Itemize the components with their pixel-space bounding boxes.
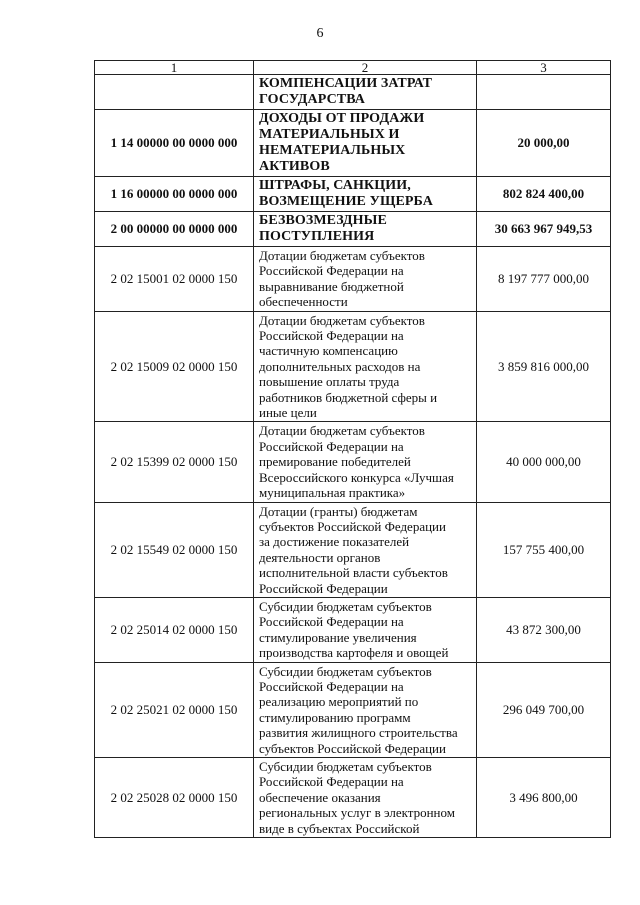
revenue-name-line: Дотации бюджетам субъектов (259, 312, 425, 328)
budget-revenue-table (94, 60, 611, 838)
budget-code-cell: 2 02 25014 02 0000 150 (95, 597, 254, 662)
revenue-name-line: Дотации (гранты) бюджетам (259, 503, 418, 519)
revenue-name-line: исполнительной власти субъектов (259, 565, 448, 581)
header-cell-1: 1 (95, 61, 254, 75)
revenue-name-cell (254, 311, 477, 422)
revenue-name-line: МАТЕРИАЛЬНЫХ И (259, 127, 400, 142)
table-row (95, 502, 611, 597)
revenue-name-cell (254, 422, 477, 502)
revenue-name-line: ГОСУДАРСТВА (259, 92, 365, 107)
revenue-name-line: Российской Федерации на (259, 614, 404, 630)
revenue-name-line: виде в субъектах Российской (259, 820, 420, 836)
amount-cell: 296 049 700,00 (477, 662, 611, 757)
revenue-name-line: иные цели (259, 405, 317, 421)
revenue-name-line: деятельности органов (259, 549, 381, 565)
revenue-name-line: АКТИВОВ (259, 159, 330, 174)
revenue-name-line: Дотации бюджетам субъектов (259, 248, 425, 263)
revenue-name-line: Российской Федерации на (259, 774, 404, 790)
amount-cell: 3 859 816 000,00 (477, 311, 611, 422)
revenue-name-line: муниципальная практика» (259, 485, 406, 501)
revenue-name-line: стимулированию программ (259, 709, 411, 725)
revenue-name-line: региональных услуг в электронном (259, 805, 455, 821)
revenue-name-line: ВОЗМЕЩЕНИЕ УЩЕРБА (259, 194, 433, 209)
revenue-name-line: БЕЗВОЗМЕЗДНЫЕ (259, 213, 387, 228)
table-row (95, 110, 611, 177)
revenue-name-line: выравнивание бюджетной (259, 278, 404, 294)
revenue-name-cell (254, 502, 477, 597)
revenue-name-line: ДОХОДЫ ОТ ПРОДАЖИ (259, 111, 425, 126)
revenue-name-line: Всероссийского конкурса «Лучшая (259, 469, 454, 485)
revenue-name-line: Субсидии бюджетам субъектов (259, 759, 432, 774)
table-row (95, 212, 611, 247)
revenue-name-line: производства картофеля и овощей (259, 645, 449, 661)
revenue-name-cell (254, 247, 477, 312)
revenue-name-cell (254, 177, 477, 212)
revenue-name-line: работников бюджетной сферы и (259, 389, 438, 405)
revenue-name-cell (254, 597, 477, 662)
budget-code-cell (95, 75, 254, 110)
amount-cell (477, 75, 611, 110)
table-row (95, 422, 611, 502)
revenue-name-line: Российской Федерации (259, 580, 388, 596)
budget-code-cell: 1 14 00000 00 0000 000 (95, 110, 254, 177)
budget-code-cell: 2 02 15399 02 0000 150 (95, 422, 254, 502)
budget-code-cell: 2 02 25021 02 0000 150 (95, 662, 254, 757)
budget-code-cell: 2 02 15009 02 0000 150 (95, 311, 254, 422)
revenue-name-line: частичную компенсацию (259, 343, 398, 359)
table-body (95, 61, 611, 838)
table-row (95, 75, 611, 110)
budget-code-cell: 2 00 00000 00 0000 000 (95, 212, 254, 247)
revenue-name-line: обеспечение оказания (259, 789, 381, 805)
header-cell-2: 2 (254, 61, 477, 75)
amount-cell: 157 755 400,00 (477, 502, 611, 597)
revenue-name-line: Российской Федерации на (259, 678, 404, 694)
revenue-name-line: субъектов Российской Федерации (259, 518, 446, 534)
revenue-name-line: дополнительных расходов на (259, 358, 421, 374)
table-header-row (95, 61, 611, 75)
revenue-name-line: премирование победителей (259, 454, 411, 470)
table-row (95, 247, 611, 312)
revenue-name-line: развития жилищного строительства (259, 725, 458, 741)
budget-code-cell: 1 16 00000 00 0000 000 (95, 177, 254, 212)
amount-cell: 802 824 400,00 (477, 177, 611, 212)
header-cell-3: 3 (477, 61, 611, 75)
budget-code-cell: 2 02 25028 02 0000 150 (95, 758, 254, 838)
revenue-name-cell (254, 75, 477, 110)
table-row (95, 177, 611, 212)
revenue-name-line: повышение оплаты труда (259, 374, 400, 390)
revenue-name-line: стимулирование увеличения (259, 629, 417, 645)
revenue-name-line: Субсидии бюджетам субъектов (259, 598, 432, 614)
amount-cell: 30 663 967 949,53 (477, 212, 611, 247)
revenue-name-line: Российской Федерации на (259, 438, 404, 454)
table-row (95, 597, 611, 662)
amount-cell: 3 496 800,00 (477, 758, 611, 838)
budget-code-cell: 2 02 15001 02 0000 150 (95, 247, 254, 312)
revenue-name-cell (254, 110, 477, 177)
revenue-name-line: Субсидии бюджетам субъектов (259, 663, 432, 679)
revenue-name-line: за достижение показателей (259, 534, 410, 550)
revenue-name-line: НЕМАТЕРИАЛЬНЫХ (259, 143, 406, 158)
amount-cell: 8 197 777 000,00 (477, 247, 611, 312)
revenue-name-line: ПОСТУПЛЕНИЯ (259, 229, 375, 244)
revenue-name-cell (254, 662, 477, 757)
budget-code-cell: 2 02 15549 02 0000 150 (95, 502, 254, 597)
revenue-name-line: Дотации бюджетам субъектов (259, 423, 425, 439)
revenue-name-cell (254, 758, 477, 838)
revenue-name-line: КОМПЕНСАЦИИ ЗАТРАТ (259, 76, 433, 91)
revenue-name-line: ШТРАФЫ, САНКЦИИ, (259, 178, 411, 193)
revenue-name-cell (254, 212, 477, 247)
amount-cell: 40 000 000,00 (477, 422, 611, 502)
revenue-name-line: Российской Федерации на (259, 328, 404, 344)
table-row (95, 311, 611, 422)
table-row (95, 662, 611, 757)
table-row (95, 758, 611, 838)
amount-cell: 20 000,00 (477, 110, 611, 177)
revenue-name-line: Российской Федерации на (259, 263, 404, 279)
amount-cell: 43 872 300,00 (477, 597, 611, 662)
page-number: 6 (316, 26, 324, 41)
revenue-name-line: обеспеченности (259, 294, 348, 310)
revenue-name-line: реализацию мероприятий по (259, 694, 419, 710)
revenue-name-line: субъектов Российской Федерации (259, 740, 446, 756)
